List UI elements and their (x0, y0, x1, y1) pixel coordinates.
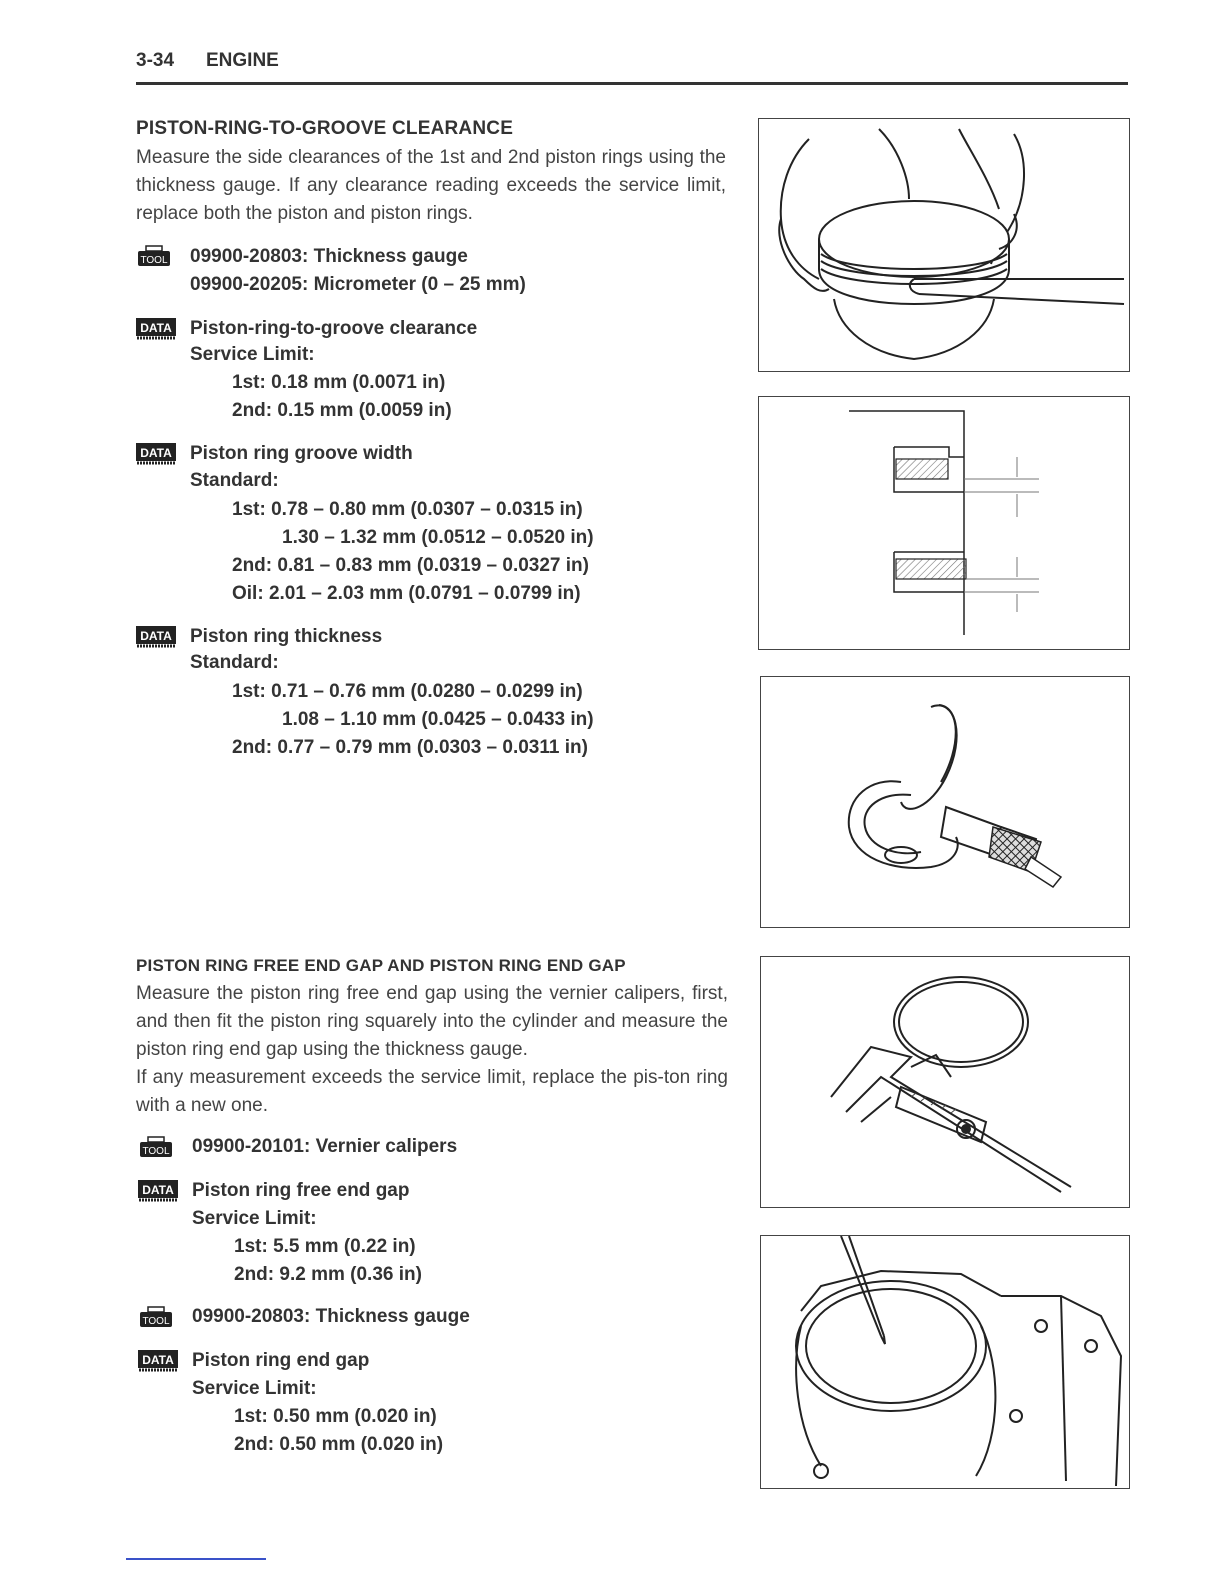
data-icon-label: DATA (140, 321, 172, 335)
clearance-spec-2nd: 2nd: 0.15 mm (0.0059 in) (232, 400, 452, 421)
tool-vernier-calipers: 09900-20101: Vernier calipers (192, 1136, 458, 1157)
tool-icon (137, 245, 171, 267)
section-heading-clearance: PISTON-RING-TO-GROOVE CLEARANCE (136, 118, 514, 139)
data-icon-label: DATA (142, 1183, 174, 1197)
data-icon-label: DATA (142, 1353, 174, 1367)
tool-thickness-gauge: 09900-20803: Thickness gauge (190, 246, 468, 267)
figure-micrometer (760, 676, 1130, 928)
data-icon (136, 626, 176, 648)
data-icon (136, 443, 176, 465)
groove-width-oil: Oil: 2.01 – 2.03 mm (0.0791 – 0.0799 in) (232, 583, 581, 604)
data-icon (138, 1180, 178, 1202)
clearance-spec-1st: 1st: 0.18 mm (0.0071 in) (232, 372, 446, 393)
tool-icon (139, 1306, 173, 1328)
page-header (136, 48, 1128, 85)
ring-thickness-1st: 1st: 0.71 – 0.76 mm (0.0280 – 0.0299 in) (232, 681, 583, 702)
tool-micrometer: 09900-20205: Micrometer (0 – 25 mm) (190, 274, 526, 295)
figure-groove-section (758, 396, 1130, 650)
page-number: 3-34 (136, 50, 175, 71)
piston-gauge-illustration (759, 119, 1129, 371)
micrometer-illustration (761, 677, 1129, 927)
end-gap-paragraph-2: If any measurement exceeds the service limit, replace the pis-ton ring with a new one. (136, 1067, 728, 1116)
tool-icon-label: TOOL (140, 255, 168, 266)
figure-cylinder-end-gap (760, 1235, 1130, 1489)
tool-thickness-gauge-2: 09900-20803: Thickness gauge (192, 1306, 470, 1327)
clearance-spec-title: Piston-ring-to-groove clearance (190, 318, 478, 339)
groove-width-2nd: 2nd: 0.81 – 0.83 mm (0.0319 – 0.0327 in) (232, 555, 589, 576)
ring-thickness-sub: Standard: (190, 652, 279, 673)
data-icon-label: DATA (140, 446, 172, 460)
ring-thickness-2nd: 2nd: 0.77 – 0.79 mm (0.0303 – 0.0311 in) (232, 737, 588, 758)
figure-piston-thickness-gauge (758, 118, 1130, 372)
data-icon (136, 318, 176, 340)
groove-section-diagram (759, 397, 1129, 649)
free-end-gap-1st: 1st: 5.5 mm (0.22 in) (234, 1236, 416, 1257)
free-end-gap-2nd: 2nd: 9.2 mm (0.36 in) (234, 1264, 422, 1285)
end-gap-paragraph (136, 980, 728, 1120)
end-gap-paragraph-1: Measure the piston ring free end gap using the vernier calipers, first, and then fit the piston ring squarely into the cylinder and measure the piston ring end gap using the thickness gauge. (136, 983, 728, 1060)
cylinder-end-gap-illustration (761, 1236, 1129, 1488)
footer-rule (126, 1558, 266, 1560)
section-heading-end-gap: PISTON RING FREE END GAP AND PISTON RING END GAP (136, 956, 626, 975)
tool-icon-label: TOOL (142, 1316, 170, 1327)
vernier-calipers-illustration (761, 957, 1129, 1207)
tool-icon-label: TOOL (142, 1146, 170, 1157)
ring-thickness-1st-alt: 1.08 – 1.10 mm (0.0425 – 0.0433 in) (282, 709, 594, 730)
free-end-gap-sub: Service Limit: (192, 1208, 317, 1229)
clearance-spec-sub: Service Limit: (190, 344, 315, 365)
clearance-paragraph-text: Measure the side clearances of the 1st and 2nd piston rings using the thickness gauge. If any clearance reading exceeds the service limit, replace both the piston and piston rings. (136, 147, 726, 224)
figure-vernier-calipers (760, 956, 1130, 1208)
free-end-gap-title: Piston ring free end gap (192, 1180, 410, 1201)
section-title: ENGINE (206, 50, 279, 71)
groove-width-1st-alt: 1.30 – 1.32 mm (0.0512 – 0.0520 in) (282, 527, 594, 548)
end-gap-sub: Service Limit: (192, 1378, 317, 1399)
end-gap-1st: 1st: 0.50 mm (0.020 in) (234, 1406, 437, 1427)
data-icon (138, 1350, 178, 1372)
end-gap-title: Piston ring end gap (192, 1350, 370, 1371)
tool-icon (139, 1136, 173, 1158)
groove-width-title: Piston ring groove width (190, 443, 413, 464)
ring-thickness-title: Piston ring thickness (190, 626, 383, 647)
end-gap-2nd: 2nd: 0.50 mm (0.020 in) (234, 1434, 444, 1455)
groove-width-1st: 1st: 0.78 – 0.80 mm (0.0307 – 0.0315 in) (232, 499, 583, 520)
data-icon-label: DATA (140, 629, 172, 643)
groove-width-sub: Standard: (190, 470, 279, 491)
clearance-paragraph (136, 144, 726, 228)
